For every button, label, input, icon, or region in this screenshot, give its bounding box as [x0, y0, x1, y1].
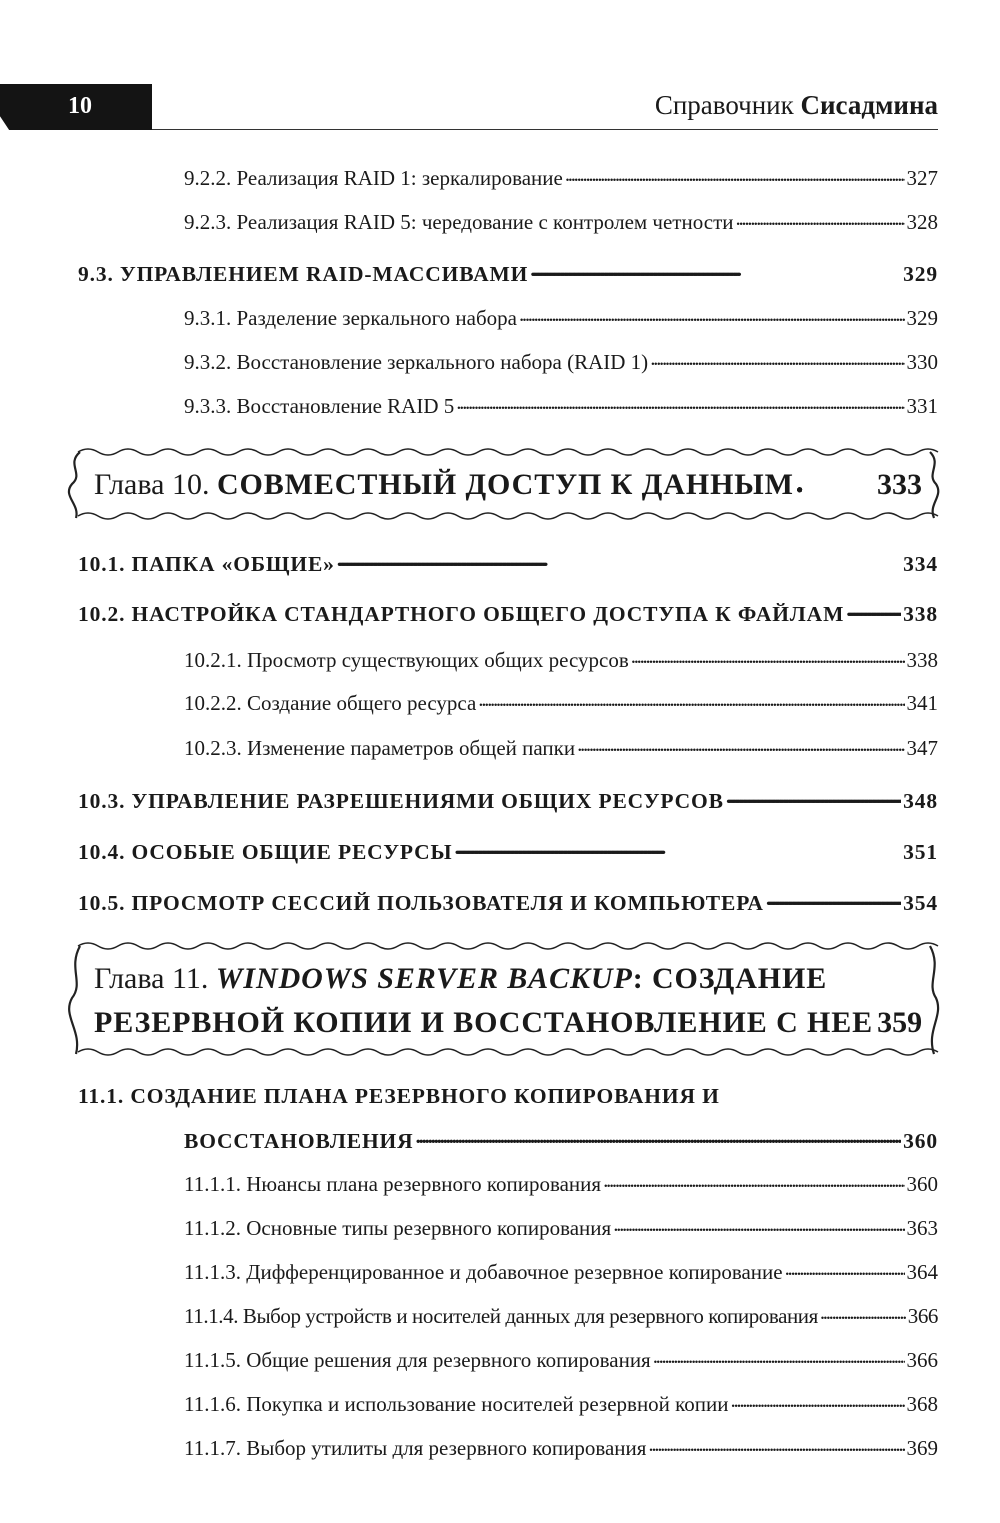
toc-entry-10-2-3[interactable]: [184, 732, 938, 761]
toc-section-11-1-line1[interactable]: 11.1. СОЗДАНИЕ ПЛАНА РЕЗЕРВНОГО КОПИРОВАНИЯ И: [78, 1084, 720, 1108]
page-header: [0, 84, 1000, 130]
toc-entry-9-2-2[interactable]: [184, 162, 938, 191]
toc-section-page: 329: [903, 261, 938, 286]
toc-entry-9-2-3[interactable]: [184, 206, 938, 235]
toc-section-title: 10.2. НАСТРОЙКА СТАНДАРТНОГО ОБЩЕГО ДОСТУПА К ФАЙЛАМ: [78, 601, 845, 626]
dot-leader: [337, 547, 901, 571]
dot-leader: [478, 687, 904, 710]
toc-entry-title: 9.3.3. Восстановление RAID 5: [184, 394, 455, 419]
toc-entry-10-2-2[interactable]: [184, 687, 938, 716]
toc-entry-page: 347: [906, 736, 938, 761]
page-number: 10: [68, 93, 92, 119]
toc-entry-page: 338: [906, 648, 938, 673]
chapter-10-heading: [94, 462, 922, 506]
chapter-11-heading-line2: [94, 1000, 922, 1044]
toc-entry-title: 11.1.4. Выбор устройств и носителей данных для резервного копирования: [184, 1304, 818, 1329]
chapter-label: Глава 10.: [94, 467, 210, 501]
toc-section-title: 10.4. ОСОБЫЕ ОБЩИЕ РЕСУРСЫ: [78, 839, 453, 864]
header-rule: [152, 129, 938, 130]
chapter-11-box[interactable]: [64, 938, 944, 1060]
chapter-11-heading-line1: [94, 958, 922, 1000]
dot-leader: [577, 732, 904, 755]
running-title-plain: Справочник: [654, 90, 801, 120]
toc-section-10-4[interactable]: [78, 835, 938, 865]
dot-leader: [530, 257, 901, 281]
toc-section-page: 354: [903, 890, 938, 915]
toc-entry-page: 360: [906, 1172, 938, 1197]
toc-entry-page: 330: [906, 350, 938, 375]
dot-leader: [785, 1256, 905, 1279]
dot-leader: [648, 1432, 904, 1455]
toc-entry-page: 327: [906, 166, 938, 191]
toc-entry-page: 364: [906, 1260, 938, 1285]
toc-entry-11-1-5[interactable]: [184, 1344, 938, 1373]
chapter-title-italic: WINDOWS SERVER BACKUP: [215, 962, 633, 995]
dot-leader: [519, 302, 905, 325]
toc-entry-page: 368: [906, 1392, 938, 1417]
toc-entry-page: 366: [907, 1304, 938, 1329]
chapter-title-rest: : СОЗДАНИЕ: [632, 962, 828, 995]
toc-entry-page: 366: [906, 1348, 938, 1373]
chapter-title-line2: РЕЗЕРВНОЙ КОПИИ И ВОССТАНОВЛЕНИЕ С НЕЕ: [94, 1005, 874, 1039]
toc-section-title: 9.3. УПРАВЛЕНИЕМ RAID-МАССИВАМИ: [78, 261, 529, 286]
toc-entry-title: 9.2.2. Реализация RAID 1: зеркалирование: [184, 166, 563, 191]
chapter-title: СОВМЕСТНЫЙ ДОСТУП К ДАННЫМ: [216, 467, 794, 501]
dot-leader: [416, 1124, 902, 1148]
toc-entry-page: 331: [906, 394, 938, 419]
toc-section-title: 10.1. ПАПКА «ОБЩИЕ»: [78, 551, 335, 576]
dot-leader: [650, 346, 904, 369]
chapter-label: Глава 11.: [94, 962, 209, 995]
toc-entry-11-1-1[interactable]: [184, 1168, 938, 1197]
toc-entry-title: 11.1.2. Основные типы резервного копирования: [184, 1216, 612, 1241]
toc-entry-title: 10.2.1. Просмотр существующих общих ресурсов: [184, 648, 629, 673]
toc-entry-9-3-1[interactable]: [184, 302, 938, 331]
dot-leader: [796, 462, 875, 494]
chapter-10-box[interactable]: [64, 444, 944, 524]
toc-entry-title: 9.3.1. Разделение зеркального набора: [184, 306, 517, 331]
toc-section-title: ВОССТАНОВЛЕНИЯ: [184, 1128, 414, 1153]
running-title: [655, 90, 938, 121]
toc-entry-11-1-3[interactable]: [184, 1256, 938, 1285]
toc-entry-11-1-4[interactable]: [184, 1300, 938, 1329]
toc-entry-page: 369: [906, 1436, 938, 1461]
toc-section-title: 10.3. УПРАВЛЕНИЕ РАЗРЕШЕНИЯМИ ОБЩИХ РЕСУРСОВ: [78, 788, 724, 813]
toc-entry-page: 363: [906, 1216, 938, 1241]
chapter-page: 359: [877, 1005, 923, 1039]
toc-entry-page: 329: [906, 306, 938, 331]
toc-entry-page: 341: [906, 691, 938, 716]
toc-entry-11-1-7[interactable]: [184, 1432, 938, 1461]
toc-entry-title: 10.2.3. Изменение параметров общей папки: [184, 736, 576, 761]
toc-section-10-2[interactable]: [78, 597, 938, 627]
dot-leader: [455, 835, 902, 859]
toc-entry-11-1-2[interactable]: [184, 1212, 938, 1241]
toc-section-10-3[interactable]: [78, 784, 938, 814]
toc-section-page: 351: [903, 839, 938, 864]
dot-leader: [631, 644, 905, 667]
toc-section-title: 10.5. ПРОСМОТР СЕССИЙ ПОЛЬЗОВАТЕЛЯ И КОМПЬЮТЕРА: [78, 890, 764, 915]
dot-leader: [613, 1212, 904, 1235]
toc-section-10-5[interactable]: [78, 886, 938, 916]
toc-entry-title: 11.1.3. Дифференцированное и добавочное резервное копирование: [184, 1260, 783, 1285]
dot-leader: [565, 162, 905, 185]
toc-entry-title: 11.1.6. Покупка и использование носителей резервной копии: [184, 1392, 729, 1417]
toc-section-page: 360: [903, 1128, 938, 1153]
toc-section-page: 334: [903, 551, 938, 576]
dot-leader: [736, 206, 905, 229]
dot-leader: [456, 390, 904, 413]
toc-section-page: 338: [903, 601, 938, 626]
dot-leader: [846, 597, 901, 621]
dot-leader: [726, 784, 901, 808]
toc-entry-title: 11.1.1. Нюансы плана резервного копирования: [184, 1172, 602, 1197]
chapter-page: 333: [877, 467, 922, 501]
toc-entry-title: 10.2.2. Создание общего ресурса: [184, 691, 477, 716]
toc-entry-page: 328: [906, 210, 938, 235]
dot-leader: [603, 1168, 904, 1191]
dot-leader: [766, 886, 901, 910]
toc-section-11-1-line2[interactable]: [184, 1124, 938, 1154]
toc-section-9-3[interactable]: [78, 257, 938, 287]
toc-entry-11-1-6[interactable]: [184, 1388, 938, 1417]
dot-leader: [653, 1344, 905, 1367]
dot-leader: [820, 1300, 906, 1323]
toc-entry-title: 9.3.2. Восстановление зеркального набора (RAID 1): [184, 350, 649, 375]
toc-section-10-1[interactable]: [78, 547, 938, 577]
toc-entry-title: 11.1.5. Общие решения для резервного копирования: [184, 1348, 651, 1373]
toc-entry-title: 9.2.3. Реализация RAID 5: чередование с контролем четности: [184, 210, 734, 235]
dot-leader: [731, 1388, 905, 1411]
toc-entry-9-3-2[interactable]: [184, 346, 938, 375]
toc-entry-title: 11.1.7. Выбор утилиты для резервного копирования: [184, 1436, 647, 1461]
toc-entry-10-2-1[interactable]: [184, 644, 938, 673]
toc-section-page: 348: [903, 788, 938, 813]
running-title-bold: Сисадмина: [800, 90, 938, 120]
toc-entry-9-3-3[interactable]: [184, 390, 938, 419]
